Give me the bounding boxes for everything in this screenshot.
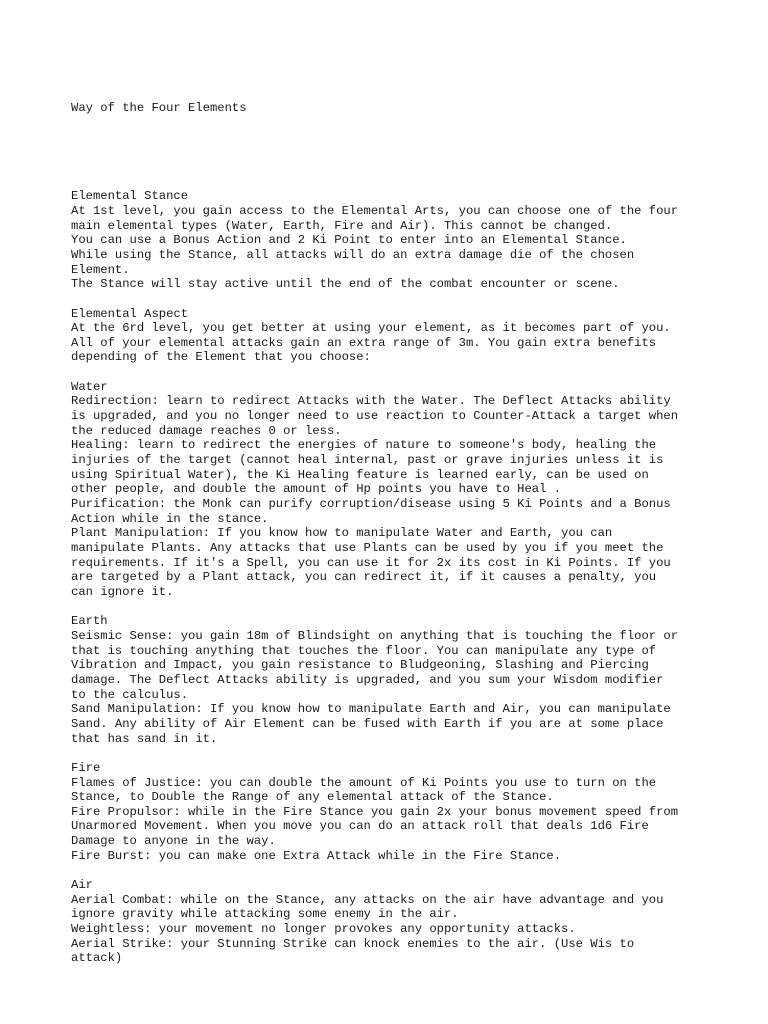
text-line: is upgraded, and you no longer need to use reaction to Counter-Attack a target when xyxy=(71,409,679,424)
text-line: Seismic Sense: you gain 18m of Blindsight on anything that is touching the floor or xyxy=(71,628,679,643)
section-fire xyxy=(71,761,751,878)
text-line: that is touching anything that touches the floor. You can manipulate any type of xyxy=(71,643,657,658)
text-line: are targeted by a Plant attack, you can redirect it, if it causes a penalty, you xyxy=(71,570,657,585)
text-line: While using the Stance, all attacks will do an extra damage die of the chosen xyxy=(71,247,635,262)
text-line: manipulate Plants. Any attacks that use Plants can be used by you if you meet the xyxy=(71,541,664,555)
text-line: to the calculus. xyxy=(71,687,189,702)
text-line: Damage to anyone in the way. xyxy=(71,834,276,849)
text-line: Unarmored Movement. When you move you can do an attack roll that deals 1d6 Fire xyxy=(71,819,649,834)
text-line: The Stance will stay active until the end of the combat encounter or scene. xyxy=(71,277,620,292)
section-heading: Air xyxy=(71,878,93,893)
document-title: Way of the Four Elements xyxy=(71,101,247,116)
text-line: other people, and double the amount of Hp points you have to Heal . xyxy=(71,482,562,497)
section-air xyxy=(71,878,751,966)
text-line: Healing: learn to redirect the energies of nature to someone's body, healing the xyxy=(71,438,657,453)
text-line: using Spiritual Water), the Ki Healing feature is learned early, can be used on xyxy=(71,467,649,482)
section-heading: Elemental Stance xyxy=(71,189,189,204)
text-line: the reduced damage reaches 0 or less. xyxy=(71,423,342,438)
spacer xyxy=(71,365,751,380)
text-line: Flames of Justice: you can double the amount of Ki Points you use to turn on the xyxy=(71,775,657,790)
text-line: Sand. Any ability of Air Element can be fused with Earth if you are at some place xyxy=(71,716,664,731)
text-line: Fire Burst: you can make one Extra Attack while in the Fire Stance. xyxy=(71,848,562,863)
spacer xyxy=(71,600,751,615)
spacer xyxy=(71,292,751,307)
text-line: Plant Manipulation: If you know how to manipulate Water and Earth, you can xyxy=(71,526,613,541)
text-line: Purification: the Monk can purify corruption/disease using 5 Ki Points and a Bonus xyxy=(71,497,671,512)
section-elemental-stance xyxy=(71,189,751,306)
text-line: Sand Manipulation: If you know how to manipulate Earth and Air, you can manipulate xyxy=(71,702,671,717)
text-line: Fire Propulsor: while in the Fire Stance you gain 2x your bonus movement speed from xyxy=(71,804,679,819)
text-line: Vibration and Impact, you gain resistance to Bludgeoning, Slashing and Piercing xyxy=(71,658,649,673)
text-line: damage. The Deflect Attacks ability is upgraded, and you sum your Wisdom modifier xyxy=(71,672,664,687)
text-line: that has sand in it. xyxy=(71,731,218,746)
text-line: Aerial Combat: while on the Stance, any attacks on the air have advantage and you xyxy=(71,892,664,907)
text-line: At the 6rd level, you get better at using your element, as it becomes part of you. xyxy=(71,321,671,336)
document-page xyxy=(71,72,751,981)
text-line: main elemental types (Water, Earth, Fire and Air). This cannot be changed. xyxy=(71,218,613,233)
section-heading: Fire xyxy=(71,760,101,775)
section-heading: Elemental Aspect xyxy=(71,306,189,321)
text-line: Redirection: learn to redirect Attacks with the Water. The Deflect Attacks ability xyxy=(71,394,671,409)
text-line: Weightless: your movement no longer provokes any opportunity attacks. xyxy=(71,922,576,937)
document-body xyxy=(71,189,751,966)
text-line: Aerial Strike: your Stunning Strike can knock enemies to the air. (Use Wis to xyxy=(71,936,635,951)
section-elemental-aspect xyxy=(71,307,751,380)
text-line: ignore gravity while attacking some enemy in the air. xyxy=(71,907,459,922)
text-line: All of your elemental attacks gain an extra range of 3m. You gain extra benefits xyxy=(71,335,657,350)
text-line: requirements. If it's a Spell, you can use it for 2x its cost in Ki Points. If you xyxy=(71,555,671,570)
section-earth xyxy=(71,614,751,761)
section-heading: Water xyxy=(71,379,108,394)
spacer xyxy=(71,746,751,761)
text-line: depending of the Element that you choose: xyxy=(71,350,371,365)
text-line: attack) xyxy=(71,951,123,966)
text-line: At 1st level, you gain access to the Elemental Arts, you can choose one of the four xyxy=(71,203,679,218)
text-line: can ignore it. xyxy=(71,584,174,599)
text-line: injuries of the target (cannot heal internal, past or grave injuries unless it is xyxy=(71,453,664,468)
text-line: Action while in the stance. xyxy=(71,511,269,526)
text-line: Element. xyxy=(71,262,130,277)
section-water xyxy=(71,380,751,615)
spacer xyxy=(71,145,751,160)
text-line: Stance, to Double the Range of any elemental attack of the Stance. xyxy=(71,790,554,805)
spacer xyxy=(71,863,751,878)
section-heading: Earth xyxy=(71,614,108,629)
text-line: You can use a Bonus Action and 2 Ki Point to enter into an Elemental Stance. xyxy=(71,233,627,248)
